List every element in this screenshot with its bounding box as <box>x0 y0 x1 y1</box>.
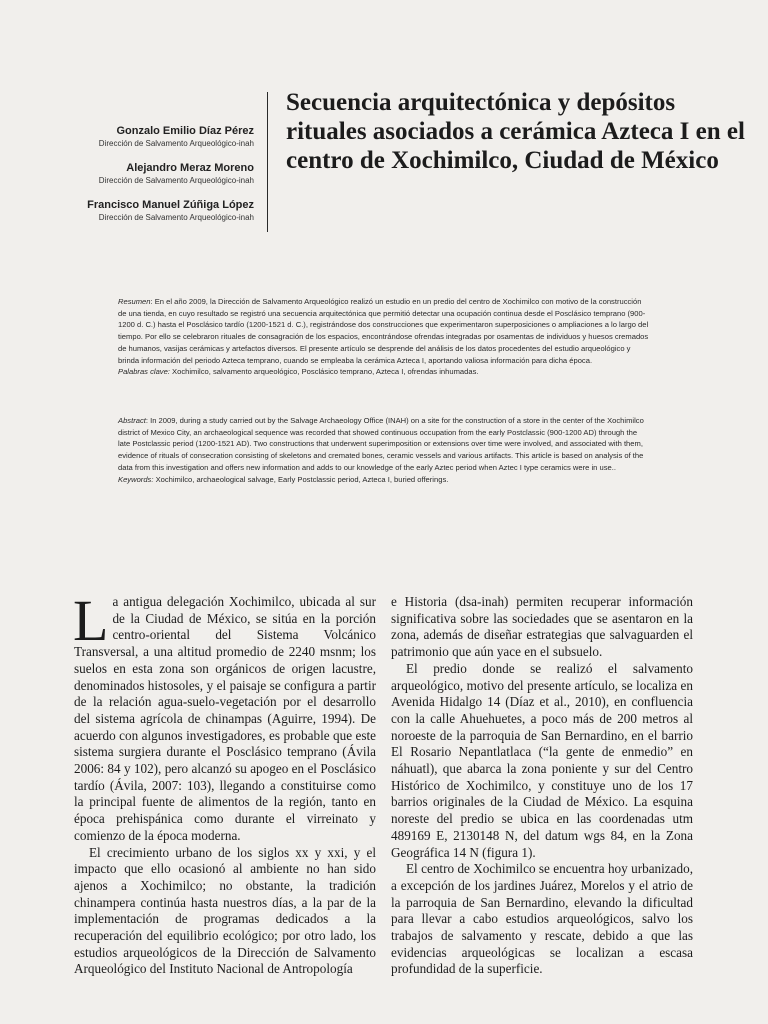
author-affiliation: Dirección de Salvamento Arqueológico-inah <box>98 213 254 222</box>
drop-cap: L <box>73 588 109 653</box>
body-paragraph: El crecimiento urbano de los siglos xx y xxi, y el impacto que ello ocasionó al ambiente no han sido ajenos a Xochimilco; no obstante, la tradición chinampera continúa hasta nuestros días, a la par de la implementación de programas dedicados a la recuperación del equilibrio ecológico; por otro lado, los estudios arqueológicos de la Dirección de Salvamento Arqueológico del Instituto Nacional de Antropología <box>74 844 376 977</box>
body-column-right <box>391 594 693 978</box>
body-paragraph: e Historia (dsa-inah) permiten recuperar información significativa sobre las sociedades que se asentaron en la zona, además de diseñar estrategias que salvaguarden el patrimonio que aún yace en el subsuelo. <box>391 594 693 660</box>
body-paragraph-text: a antigua delegación Xochimilco, ubicada al sur de la Ciudad de México, se sitúa en la porción centro-oriental del Sistema Volcánico Transversal, a una altitud promedio de 2240 msnm; los suelos en esta zona son orgánicos de origen lacustre, denominados histosoles, y el paisaje se configura a partir de la relación agua-suelo-vegetación por el desarrollo del sistema agrícola de chinampas (Aguirre, 1994). De acuerdo con algunos investigadores, es probable que este sistema surgiera durante el Posclásico temprano (Ávila 2006: 84 y 102), pero alcanzó su apogeo en el Posclásico tardío (Ávila, 2007: 103), llegando a constituirse como la principal fuente de alimentos de la región, tanto en época prehispánica como durante el virreinato y comienzo de la época moderna. <box>74 594 376 843</box>
resumen-block <box>118 296 650 378</box>
header-divider <box>267 92 268 232</box>
palabras-clave-paragraph <box>118 366 650 378</box>
author-name: Francisco Manuel Zúñiga López <box>87 199 254 211</box>
author-affiliation: Dirección de Salvamento Arqueológico-inah <box>98 176 254 185</box>
article-title: Secuencia arquitectónica y depósitos rituales asociados a cerámica Azteca I en el centro de Xochimilco, Ciudad de México <box>286 89 745 174</box>
abstract-paragraph <box>118 415 650 474</box>
abstract-block <box>118 415 650 485</box>
author-name: Alejandro Meraz Moreno <box>126 162 254 174</box>
body-paragraph <box>73 588 376 845</box>
palabras-clave-text: Xochimilco, salvamento arqueológico, Posclásico temprano, Azteca I, ofrendas inhumadas. <box>169 367 479 377</box>
body-paragraph: El predio donde se realizó el salvamento arqueológico, motivo del presente artículo, se localiza en Avenida Hidalgo 14 (Díaz et al., 2010), en confluencia con la calle Ahuehuetes, a poco más de 200 metros al noroeste de la parroquia de San Bernardino, en el barrio El Rosario Nepantlatlaca (“la gente de enmedio” en náhuatl), que abarca la zona poniente y sur del Centro Histórico de Xochimilco, y constituye uno de los 17 barrios originales de la Ciudad de México. La esquina noreste del predio se ubica en las coordenadas utm 489169 E, 2130148 N, del datum wgs 84, en la Zona Geográfica 14 N (figura 1). <box>391 660 693 860</box>
keywords-text: Xochimilco, archaeological salvage, Early Postclassic period, Azteca I, buried offerings. <box>153 474 449 484</box>
author-list <box>34 124 254 235</box>
body-column-left <box>73 588 376 978</box>
abstract-text: : In 2009, during a study carried out by the Salvage Archaeology Office (INAH) on a site for the construction of a store in the center of the Xochimilco district of Mexico City, an archaeological sequence was recorded that showed continuous occupation from the early Postclassic (900-1200 AD) through the late Postclassic period (1200-1521 AD). Two constructions that underwent superimposition or extensions over time were involved, and associated with them, evidence of rituals of consecration consisting of skeletons and cremated bones, ceramic vessels and various artifacts. This article is based on analysis of the data from this investigation and offers new information and adds to our knowledge of the early Aztec period when Aztec I type ceramics were in use.. <box>118 416 644 472</box>
abstract-label: Abstract <box>118 416 146 425</box>
author-name: Gonzalo Emilio Díaz Pérez <box>116 125 254 137</box>
author-entry <box>34 161 254 187</box>
keywords-paragraph <box>118 474 650 486</box>
keywords-label: Keywords: <box>118 474 154 484</box>
resumen-paragraph <box>118 296 650 366</box>
body-paragraph: El centro de Xochimilco se encuentra hoy urbanizado, a excepción de los jardines Juárez, Morelos y el atrio de la parroquia de San Bernardino, elevando la dificultad para llevar a cabo estudios arqueológicos, salvo los trabajos de salvamento y rescate, debido a que las evidencias arqueológicas se localizan a escasa profundidad de la superficie. <box>391 861 693 977</box>
palabras-clave-label: Palabras clave: <box>118 367 170 377</box>
author-entry <box>34 124 254 150</box>
resumen-text: : En el año 2009, la Dirección de Salvamento Arqueológico realizó un estudio en un predio del centro de Xochimilco con motivo de la construcción de una tienda, en cuyo resultado se registró una secuencia arquitectónica que permitió detectar una ocupación continua desde el Posclásico temprano (900-1200 d. C.) hasta el Posclásico tardío (1200-1521 d. C.), registrándose dos construcciones que experimentaron superposiciones o ampliaciones a lo largo del tiempo. Por ello se celebraron rituales de consagración de los espacios, encontrándose ofrendas integradas por osamentas de individuos y huesos cremados de humanos, vasijas cerámicas y artefactos diversos. El presente artículo se desprende del análisis de los datos procedentes del estudio arqueológico y brinda información del periodo Azteca temprano, cuando se empleaba la cerámica Azteca I, aportando valiosa información para dicha época. <box>118 297 649 365</box>
resumen-label: Resumen <box>118 297 151 306</box>
author-affiliation: Dirección de Salvamento Arqueológico-inah <box>98 139 254 148</box>
author-entry <box>34 198 254 224</box>
